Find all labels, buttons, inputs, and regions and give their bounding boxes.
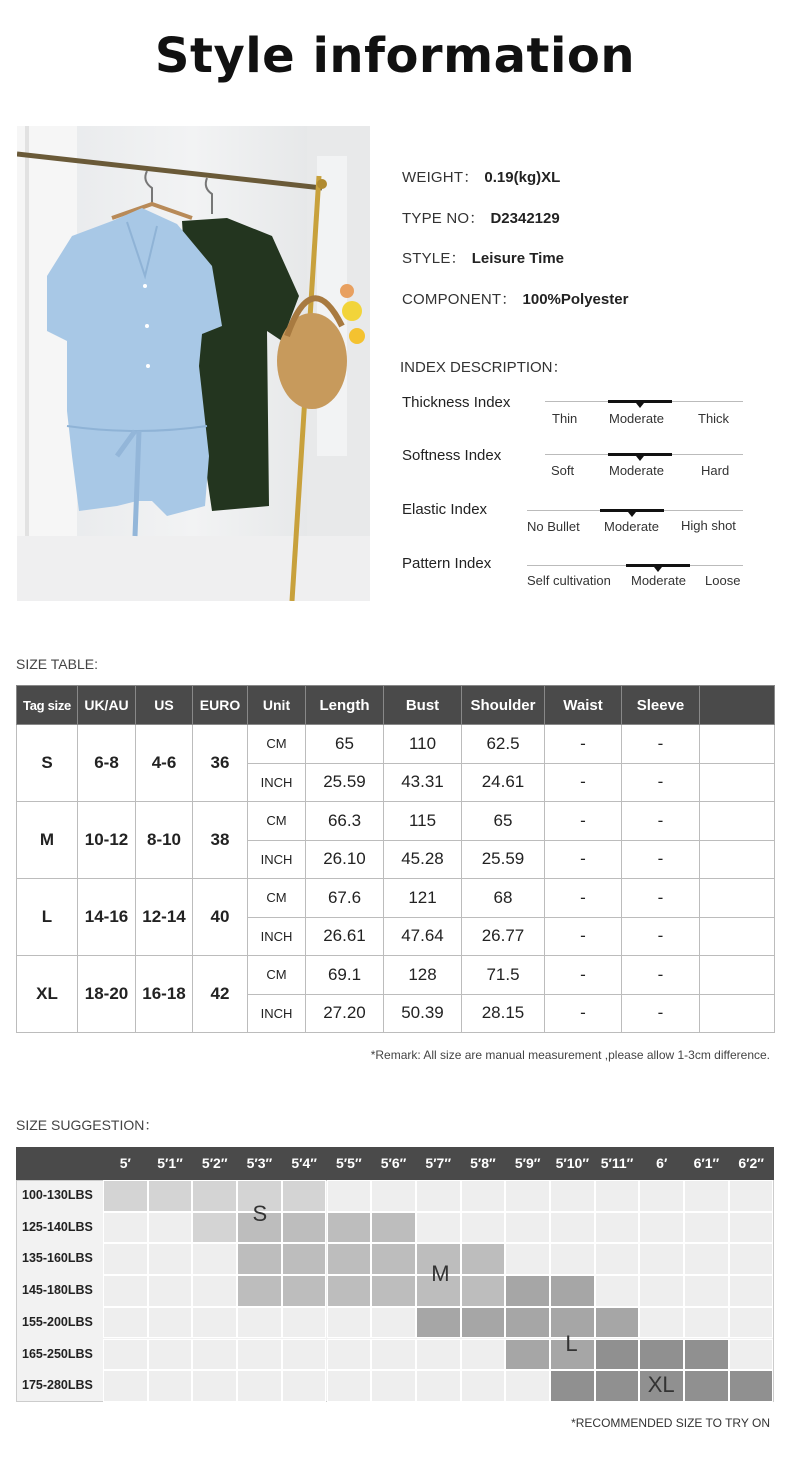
index-label: Hard [701,463,730,478]
size-cell-empty [684,1275,729,1307]
weight-label: 175-280LBS [22,1378,93,1393]
size-cell-m [282,1275,327,1307]
info-component [402,288,628,309]
tag-size-cell: XL [17,956,78,1033]
index-label: Soft [551,463,575,478]
sleeve-cell: - [622,879,700,918]
sleeve-cell: - [622,956,700,995]
size-cell-empty [684,1243,729,1275]
size-zone-label: L [565,1330,578,1356]
length-cell: 27.20 [306,994,384,1033]
size-cell-empty [237,1370,282,1402]
size-cell-empty [192,1243,237,1275]
column-header: Sleeve [622,686,700,725]
bust-cell: 50.39 [384,994,462,1033]
bust-cell: 47.64 [384,917,462,956]
unit-cell: INCH [248,840,306,879]
size-cell-empty [416,1180,461,1212]
height-header: 6′2″ [738,1155,764,1171]
unit-cell: INCH [248,994,306,1033]
uk-au-cell: 10-12 [78,802,136,879]
unit-cell: INCH [248,917,306,956]
size-cell-s [192,1180,237,1212]
size-cell-empty [595,1275,640,1307]
size-cell-l [550,1275,595,1307]
index-label: High shot [681,518,736,533]
size-cell-xl [550,1370,595,1402]
size-cell-empty [639,1180,684,1212]
us-cell: 8-10 [136,802,193,879]
suggestion-header-row [16,1147,774,1180]
size-cell-empty [729,1212,774,1244]
shoulder-cell: 62.5 [462,725,545,764]
index-heading: INDEX DESCRIPTION： [400,359,568,376]
size-cell-empty [148,1243,193,1275]
length-cell: 66.3 [306,802,384,841]
size-cell-empty [595,1180,640,1212]
height-header: 5′5″ [336,1155,362,1171]
empty-cell [700,763,775,802]
bust-cell: 121 [384,879,462,918]
size-cell-m [327,1275,372,1307]
waist-cell: - [545,840,622,879]
size-cell-s [148,1180,193,1212]
size-cell-empty [282,1339,327,1371]
size-cell-empty [639,1212,684,1244]
sleeve-cell: - [622,802,700,841]
index-label: Thick [698,411,730,426]
uk-au-cell: 14-16 [78,879,136,956]
size-cell-l [416,1307,461,1339]
size-cell-m [371,1212,416,1244]
size-cell-m [237,1275,282,1307]
size-cell-l [461,1307,506,1339]
column-header: Length [306,686,384,725]
length-cell: 65 [306,725,384,764]
size-cell-empty [461,1370,506,1402]
size-cell-l [595,1307,640,1339]
us-cell: 16-18 [136,956,193,1033]
index-label-selected: Moderate [604,519,659,534]
size-table-header-row [17,686,775,725]
column-header: EURO [193,686,248,725]
height-header: 6′ [656,1155,668,1171]
length-cell: 26.61 [306,917,384,956]
size-cell-empty [639,1275,684,1307]
shoulder-cell: 26.77 [462,917,545,956]
size-cell-empty [103,1307,148,1339]
shoulder-cell: 65 [462,802,545,841]
height-header: 5′3″ [246,1155,273,1171]
size-cell-empty [237,1339,282,1371]
size-zone-label: S [252,1201,268,1227]
elastic-index-name: Elastic Index [402,501,488,518]
size-cell-empty [148,1307,193,1339]
info-value: 0.19(kg)XL [484,169,561,186]
size-cell-empty [461,1212,506,1244]
us-cell: 4-6 [136,725,193,802]
height-header: 5′1″ [157,1155,183,1171]
empty-cell [700,917,775,956]
index-label: Thin [552,411,578,426]
size-cell-empty [282,1370,327,1402]
size-cell-empty [103,1212,148,1244]
size-cell-empty [729,1339,774,1371]
info-value: 100%Polyester [522,291,629,308]
tag-size-cell: M [17,802,78,879]
info-value: D2342129 [490,210,560,227]
size-suggestion-heading: SIZE SUGGESTION： [16,1117,159,1133]
euro-cell: 40 [193,879,248,956]
height-header: 5′ [119,1155,131,1171]
bust-cell: 45.28 [384,840,462,879]
empty-cell [700,879,775,918]
size-table-heading: SIZE TABLE: [16,656,98,672]
height-header: 5′11″ [600,1155,634,1171]
size-cell-empty [684,1307,729,1339]
size-cell-empty [327,1307,372,1339]
size-cell-m [282,1212,327,1244]
size-cell-empty [595,1212,640,1244]
size-cell-empty [327,1370,372,1402]
length-cell: 26.10 [306,840,384,879]
index-pointer-icon [654,567,662,572]
column-header: Waist [545,686,622,725]
unit-cell: CM [248,879,306,918]
size-cell-s [192,1212,237,1244]
size-cell-empty [192,1339,237,1371]
euro-cell: 38 [193,802,248,879]
table-row [17,956,775,995]
weight-label: 155-200LBS [22,1314,93,1329]
size-cell-empty [729,1275,774,1307]
height-header: 5′7″ [425,1155,452,1171]
size-cell-empty [416,1370,461,1402]
size-cell-empty [505,1212,550,1244]
size-cell-m [461,1275,506,1307]
size-cell-empty [371,1370,416,1402]
sleeve-cell: - [622,840,700,879]
size-cell-empty [595,1243,640,1275]
size-cell-empty [103,1275,148,1307]
size-cell-empty [461,1180,506,1212]
index-label-selected: Moderate [609,411,664,426]
size-cell-empty [729,1180,774,1212]
empty-cell [700,956,775,995]
size-cell-empty [550,1243,595,1275]
size-cell-xl [595,1370,640,1402]
size-cell-l [505,1339,550,1371]
size-cell-empty [416,1212,461,1244]
size-cell-empty [550,1212,595,1244]
sleeve-cell: - [622,763,700,802]
size-cell-xl [684,1370,729,1402]
waist-cell: - [545,725,622,764]
index-pointer-icon [636,456,644,461]
length-cell: 67.6 [306,879,384,918]
size-cell-xl [595,1339,640,1371]
info-label: COMPONENT： [402,291,517,308]
size-cell-empty [371,1307,416,1339]
table-row [17,802,775,841]
empty-cell [700,725,775,764]
size-cell-empty [371,1180,416,1212]
pattern-index-name: Pattern Index [402,555,492,572]
info-type-no [402,207,560,228]
size-cell-empty [148,1212,193,1244]
size-cell-s [282,1180,327,1212]
size-cell-m [371,1243,416,1275]
size-zone-label: XL [647,1372,675,1398]
column-header: Bust [384,686,462,725]
size-cell-empty [237,1307,282,1339]
weight-label: 125-140LBS [22,1219,93,1234]
uk-au-cell: 18-20 [78,956,136,1033]
waist-cell: - [545,994,622,1033]
index-label: Self cultivation [527,573,611,588]
size-cell-m [282,1243,327,1275]
size-cell-empty [103,1339,148,1371]
size-cell-xl [684,1339,729,1371]
size-cell-empty [461,1339,506,1371]
size-cell-xl [639,1339,684,1371]
height-header: 5′8″ [470,1155,496,1171]
waist-cell: - [545,956,622,995]
size-cell-empty [505,1370,550,1402]
euro-cell: 42 [193,956,248,1033]
bust-cell: 43.31 [384,763,462,802]
index-label-selected: Moderate [609,463,664,478]
column-header: Unit [248,686,306,725]
size-cell-empty [684,1212,729,1244]
softness-index-name: Softness Index [402,447,502,464]
info-style [402,247,564,268]
weight-label: 100-130LBS [22,1188,93,1202]
euro-cell: 36 [193,725,248,802]
size-cell-empty [192,1370,237,1402]
shoulder-cell: 71.5 [462,956,545,995]
size-cell-empty [148,1370,193,1402]
height-header: 5′2″ [201,1155,228,1171]
tag-size-cell: S [17,725,78,802]
empty-cell [700,840,775,879]
size-cell-empty [416,1339,461,1371]
weight-label: 135-160LBS [22,1251,93,1266]
uk-au-cell: 6-8 [78,725,136,802]
unit-cell: CM [248,802,306,841]
thickness-index-name: Thickness Index [402,394,511,411]
size-suggestion-grid [16,1147,774,1402]
size-cell-empty [148,1339,193,1371]
size-cell-empty [505,1243,550,1275]
sleeve-cell: - [622,994,700,1033]
size-cell-empty [103,1370,148,1402]
sleeve-cell: - [622,917,700,956]
size-cell-empty [684,1180,729,1212]
height-header: 5′6″ [380,1155,407,1171]
column-header [700,686,775,725]
height-header: 6′1″ [693,1155,720,1171]
size-cell-empty [505,1180,550,1212]
size-cell-l [505,1307,550,1339]
size-table [16,685,775,1033]
tag-size-cell: L [17,879,78,956]
size-cell-s [103,1180,148,1212]
size-cell-l [505,1275,550,1307]
size-cell-m [371,1275,416,1307]
size-cell-empty [282,1307,327,1339]
info-label: STYLE： [402,250,466,267]
size-cell-empty [729,1243,774,1275]
info-value: Leisure Time [471,250,564,267]
height-header: 5′4″ [291,1155,317,1171]
size-cell-empty [371,1339,416,1371]
column-header: Tag size [17,686,78,725]
size-cell-empty [327,1180,372,1212]
unit-cell: INCH [248,763,306,802]
page-title: Style information [154,28,636,84]
waist-cell: - [545,802,622,841]
size-cell-m [327,1212,372,1244]
shoulder-cell: 28.15 [462,994,545,1033]
size-cell-m [461,1243,506,1275]
us-cell: 12-14 [136,879,193,956]
weight-label: 165-250LBS [22,1346,93,1361]
size-remark: *Remark: All size are manual measurement ,please allow 1-3cm difference. [370,1048,770,1062]
info-label: WEIGHT： [402,169,479,186]
shoulder-cell: 24.61 [462,763,545,802]
size-cell-empty [327,1339,372,1371]
height-header: 5′10″ [555,1155,590,1171]
index-label-selected: Moderate [631,573,686,588]
unit-cell: CM [248,956,306,995]
size-cell-xl [729,1370,774,1402]
index-pointer-icon [628,512,636,517]
size-cell-empty [103,1243,148,1275]
waist-cell: - [545,763,622,802]
table-row [17,725,775,764]
table-row [17,879,775,918]
shoulder-cell: 25.59 [462,840,545,879]
size-cell-empty [729,1307,774,1339]
empty-cell [700,802,775,841]
column-header: US [136,686,193,725]
shoulder-cell: 68 [462,879,545,918]
size-cell-empty [639,1307,684,1339]
sleeve-cell: - [622,725,700,764]
index-label: No Bullet [527,519,580,534]
size-cell-m [237,1243,282,1275]
waist-cell: - [545,879,622,918]
waist-cell: - [545,917,622,956]
length-cell: 25.59 [306,763,384,802]
info-weight [402,166,560,187]
column-header: UK/AU [78,686,136,725]
size-cell-empty [550,1180,595,1212]
size-cell-m [327,1243,372,1275]
size-cell-empty [148,1275,193,1307]
index-pointer-icon [636,403,644,408]
recommend-note: *RECOMMENDED SIZE TO TRY ON [571,1416,770,1430]
bust-cell: 115 [384,802,462,841]
size-cell-empty [639,1243,684,1275]
empty-cell [700,994,775,1033]
height-header: 5′9″ [514,1155,541,1171]
index-label: Loose [705,573,741,588]
weight-label: 145-180LBS [22,1283,93,1298]
size-cell-empty [192,1275,237,1307]
bust-cell: 110 [384,725,462,764]
column-header: Shoulder [462,686,545,725]
length-cell: 69.1 [306,956,384,995]
info-label: TYPE NO： [402,210,485,227]
size-cell-empty [192,1307,237,1339]
product-photo [17,126,370,601]
size-zone-label: M [431,1261,450,1287]
bust-cell: 128 [384,956,462,995]
unit-cell: CM [248,725,306,764]
